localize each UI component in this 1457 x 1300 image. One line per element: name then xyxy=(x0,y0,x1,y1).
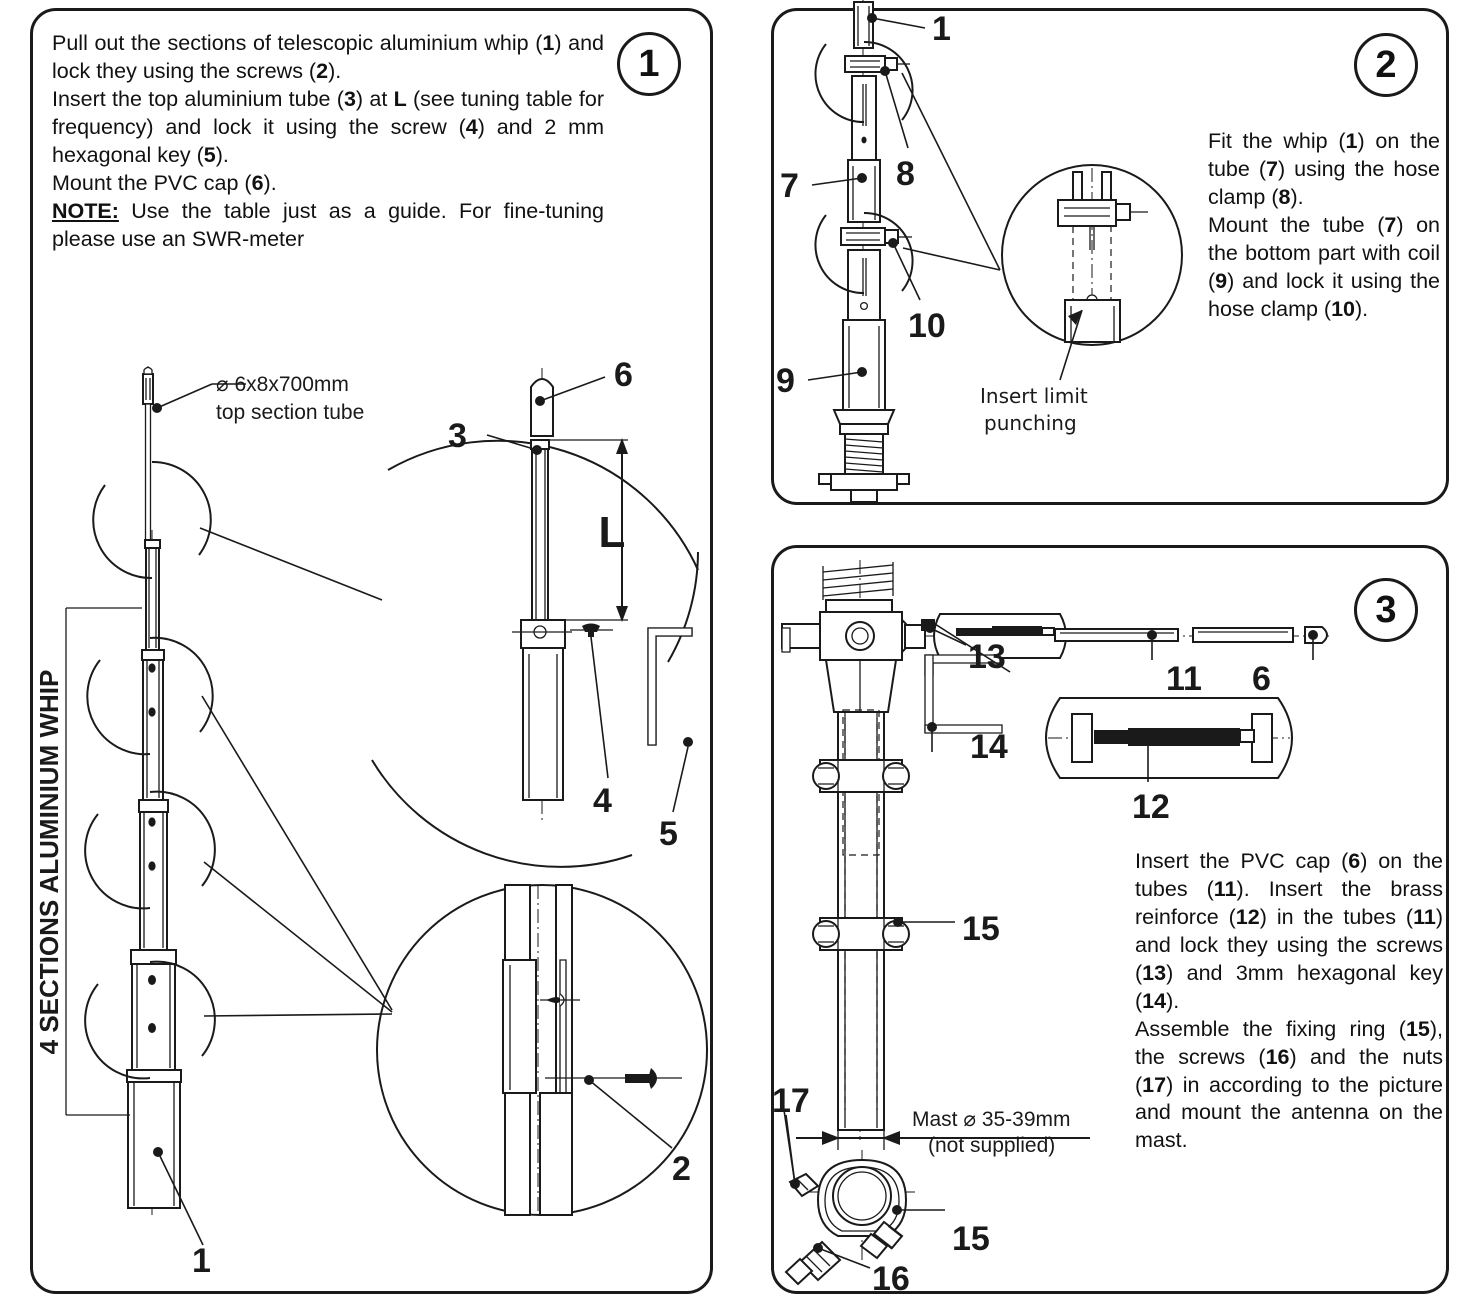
callout-12: 12 xyxy=(1132,788,1170,826)
callout-8: 8 xyxy=(896,155,915,193)
instruction-line: Insert the PVC cap (6) on the tubes (11). Insert the brass reinforce (12) in the tubes (11) and lock they using the screws (13) and 3mm hexagonal key (14). xyxy=(1135,849,1443,1013)
callout-1: 1 xyxy=(192,1242,211,1280)
callout-2: 2 xyxy=(672,1150,691,1188)
callout-16: 16 xyxy=(872,1260,910,1298)
instruction-line: Pull out the sections of telescopic aluminium whip (1) and lock they using the screws (2). xyxy=(52,31,604,83)
dimension-L-label: L xyxy=(598,508,626,557)
callout-15: 15 xyxy=(952,1220,990,1258)
callout-15: 15 xyxy=(962,910,1000,948)
panel-3-badge: 3 xyxy=(1354,578,1418,642)
callout-14: 14 xyxy=(970,728,1008,766)
fixing-ring-upper xyxy=(813,760,909,792)
top-tube-spec-line2: top section tube xyxy=(216,401,365,424)
whip-sections-side-label: 4 SECTIONS ALUMINIUM WHIP xyxy=(34,669,64,1055)
callout-7: 7 xyxy=(780,167,799,205)
insert-limit-line1: Insert limit xyxy=(980,384,1088,408)
brass-reinforce-detail-figure xyxy=(1046,698,1292,778)
callout-6: 6 xyxy=(1252,660,1271,698)
panel-2-badge: 2 xyxy=(1354,33,1418,97)
callout-1: 1 xyxy=(932,10,951,48)
screw-16-glyph xyxy=(786,1242,840,1284)
instruction-line: Assemble the fixing ring (15), the screws (16) and the nuts (17) in according to the picture and mount the antenna on the mast. xyxy=(1135,1016,1443,1153)
callout-13: 13 xyxy=(968,638,1006,676)
instruction-line: Mount the tube (7) on the bottom part with coil (9) and lock it using the hose clamp (10). xyxy=(1208,212,1440,321)
antenna-base-body-figure xyxy=(782,560,925,1140)
instruction-line: NOTE: Use the table just as a guide. For fine-tuning please use an SWR-meter xyxy=(52,198,604,251)
mast-dimension-line2: (not supplied) xyxy=(928,1134,1056,1157)
callout-11: 11 xyxy=(1166,660,1202,698)
callout-9: 9 xyxy=(776,362,795,400)
top-tube-spec-line1: ⌀ 6x8x700mm xyxy=(216,373,349,396)
mast-dimension-line1: Mast ⌀ 35-39mm xyxy=(912,1108,1071,1131)
instruction-line: Mount the PVC cap (6). xyxy=(52,170,277,195)
callout-17: 17 xyxy=(772,1082,810,1120)
instruction-line: Insert the top aluminium tube (3) at L (see tuning table for frequency) and lock it using the screw (4) and 2 mm hexagonal key (5). xyxy=(52,86,604,167)
callout-6: 6 xyxy=(614,356,633,394)
top-coil xyxy=(823,562,893,600)
instruction-line: Fit the whip (1) on the tube (7) using the hose clamp (8). xyxy=(1208,129,1440,209)
callout-5: 5 xyxy=(659,815,678,853)
nut-17-glyph xyxy=(784,1110,818,1196)
panel-1-badge: 1 xyxy=(617,32,681,96)
callout-4: 4 xyxy=(593,782,612,820)
insert-limit-line2: punching xyxy=(984,411,1077,435)
callout-10: 10 xyxy=(908,307,946,345)
callout-3: 3 xyxy=(448,417,467,455)
